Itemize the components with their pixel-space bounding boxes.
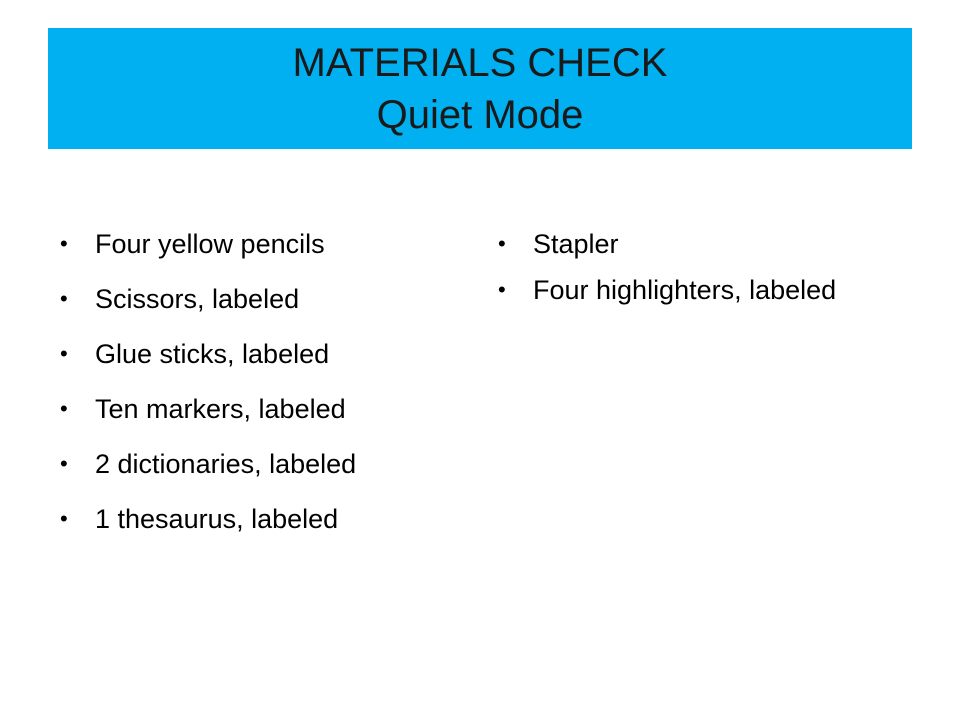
list-item-text: Scissors, labeled <box>95 284 300 314</box>
list-item-text: Four highlighters, labeled <box>533 275 837 305</box>
bullet-icon: • <box>60 286 68 311</box>
bullet-icon: • <box>60 231 68 256</box>
list-item <box>60 228 460 260</box>
list-item <box>60 393 460 425</box>
list-item <box>60 283 460 315</box>
slide-subtitle: Quiet Mode <box>376 92 584 137</box>
bullet-icon: • <box>498 277 506 302</box>
list-item-text: Glue sticks, labeled <box>95 339 330 369</box>
bullet-icon: • <box>60 396 68 421</box>
list-item-text: 1 thesaurus, labeled <box>95 504 339 534</box>
list-item <box>60 338 460 370</box>
slide-title: MATERIALS CHECK <box>292 40 668 85</box>
list-item <box>498 274 858 306</box>
list-item <box>60 503 460 535</box>
list-item-text: Ten markers, labeled <box>95 394 346 424</box>
right-bullet-list <box>498 228 858 320</box>
bullet-icon: • <box>60 451 68 476</box>
title-banner <box>48 28 912 149</box>
list-item-text: 2 dictionaries, labeled <box>95 449 357 479</box>
list-item <box>498 228 858 260</box>
bullet-icon: • <box>498 231 506 256</box>
list-item-text: Four yellow pencils <box>95 229 325 259</box>
list-item-text: Stapler <box>533 229 619 259</box>
left-bullet-list <box>60 228 460 558</box>
bullet-icon: • <box>60 341 68 366</box>
list-item <box>60 448 460 480</box>
bullet-icon: • <box>60 506 68 531</box>
